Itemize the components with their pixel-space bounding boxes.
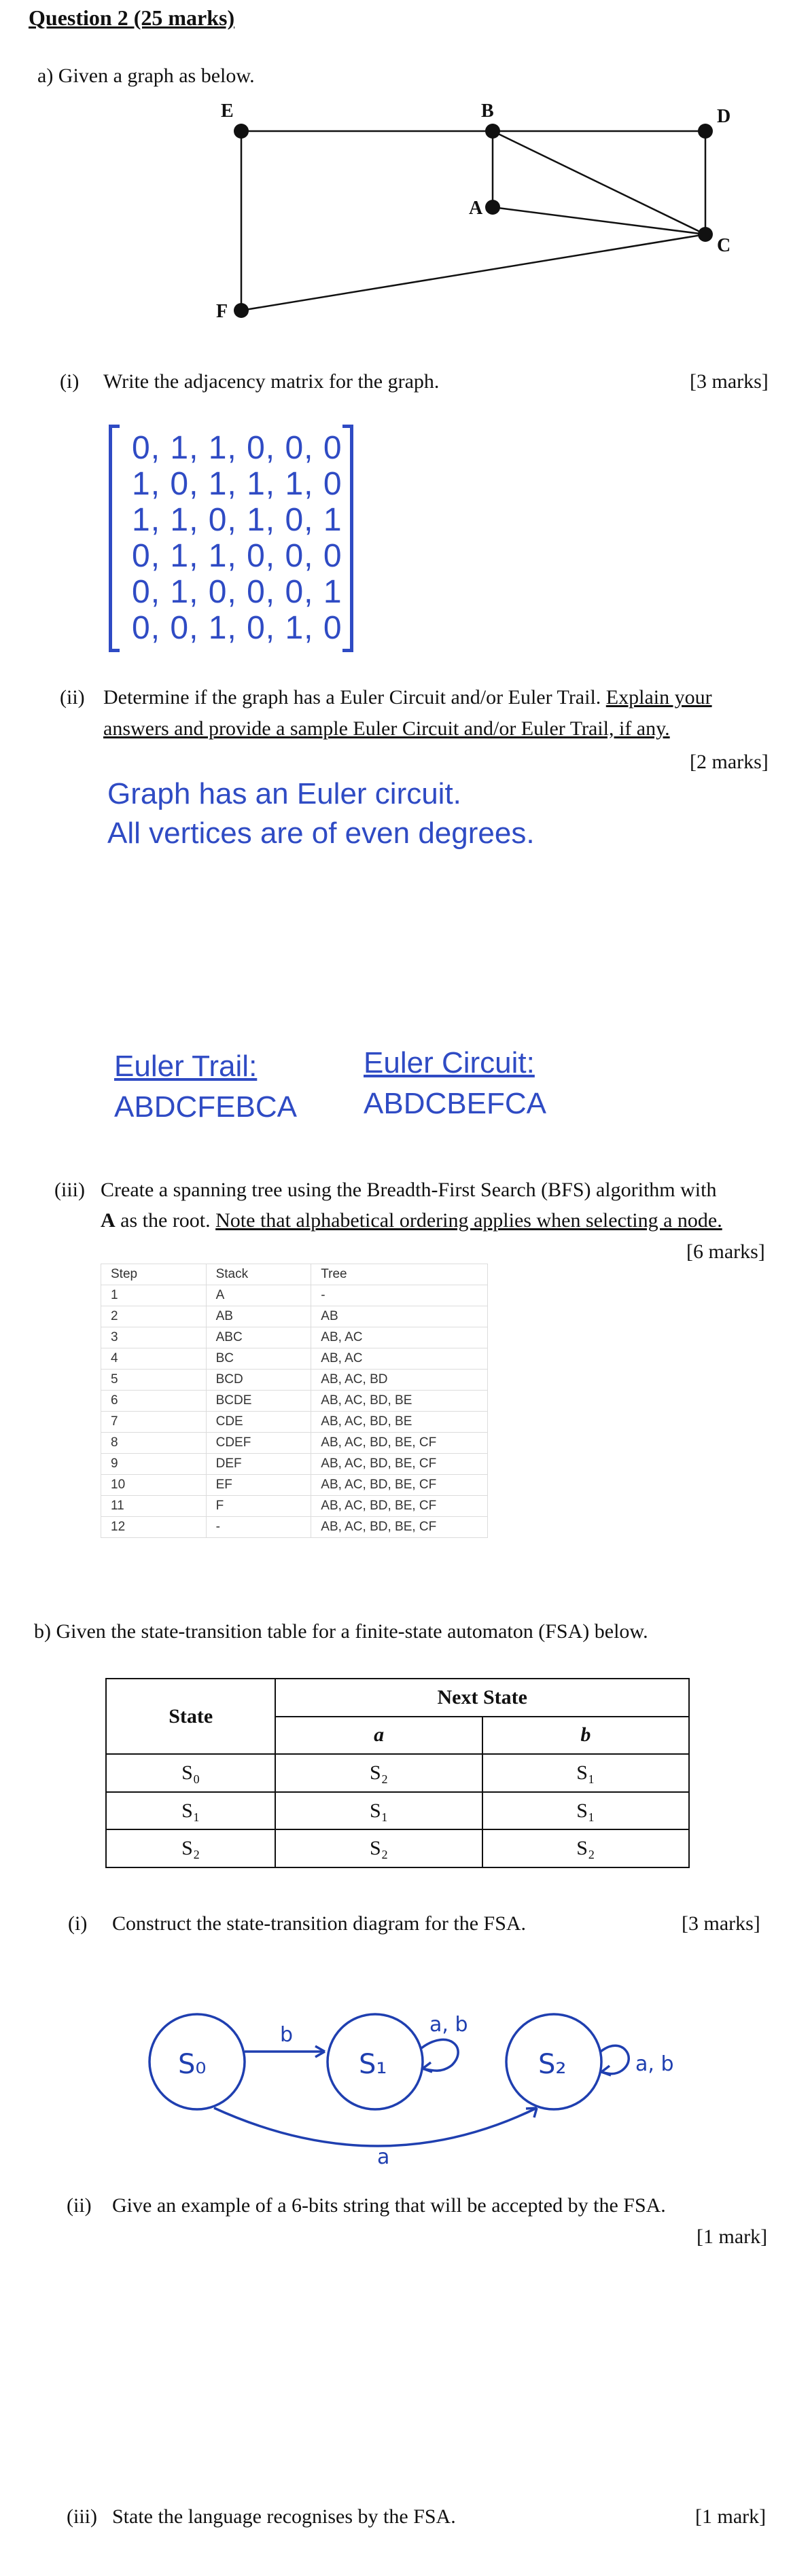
node-e: [234, 124, 249, 139]
edge-s0-s2-label: a: [377, 2145, 390, 2167]
bfs-header-stack: Stack: [206, 1264, 311, 1285]
bfs-tree: AB, AC, BD, BE: [311, 1391, 488, 1412]
bfs-step: 4: [101, 1348, 207, 1370]
table-row: [101, 1391, 488, 1412]
bfs-tree: AB, AC, BD, BE, CF: [311, 1454, 488, 1475]
state-s1-label: S₁: [359, 2049, 387, 2080]
edge-s0-s2: [214, 2108, 537, 2146]
bfs-step: 5: [101, 1370, 207, 1391]
part-b-i-number: (i): [68, 1912, 88, 1935]
euler-answer-line-1: Graph has an Euler circuit.: [107, 777, 461, 810]
euler-trail-value: ABDCFEBCA: [114, 1090, 297, 1124]
bfs-step: 1: [101, 1285, 207, 1306]
fsa-diagram: [0, 1984, 810, 2167]
node-label-b: B: [481, 101, 494, 122]
bfs-stack: -: [206, 1517, 311, 1538]
part-b-iii-marks: [1 mark]: [695, 2505, 767, 2528]
matrix-row: 1, 0, 1, 1, 1, 0: [132, 466, 342, 502]
matrix-row: 0, 0, 1, 0, 1, 0: [132, 610, 342, 646]
table-row: [106, 1754, 689, 1792]
bfs-tree: AB, AC, BD: [311, 1370, 488, 1391]
bfs-tree: AB, AC, BD, BE, CF: [311, 1517, 488, 1538]
loop-s1-arrowhead: [423, 2062, 432, 2072]
node-f: [234, 303, 249, 318]
fsa-next-b: S₂: [482, 1829, 689, 1867]
part-a-iii-line-2: [101, 1209, 722, 1232]
table-row: [101, 1412, 488, 1433]
question-title: Question 2 (25 marks): [29, 5, 235, 30]
edge-a-c: [493, 207, 705, 234]
bfs-stack: EF: [206, 1475, 311, 1496]
part-a-ii-underlined-2: answers and provide a sample Euler Circuit and/or Euler Trail, if any.: [103, 717, 670, 740]
part-a-iii-root: A: [101, 1209, 116, 1232]
bfs-step: 3: [101, 1327, 207, 1348]
part-a-ii-text: Determine if the graph has a Euler Circuit and/or Euler Trail.: [103, 686, 601, 709]
fsa-input-a: a: [275, 1717, 482, 1755]
part-b-iii-number: (iii): [67, 2505, 97, 2528]
bfs-table-header: [101, 1264, 488, 1285]
adjacency-matrix: [109, 425, 353, 652]
euler-trail: [114, 1046, 297, 1128]
table-row: [101, 1454, 488, 1475]
fsa-state: S₀: [106, 1754, 275, 1792]
table-row: [101, 1285, 488, 1306]
bfs-tree: AB, AC: [311, 1327, 488, 1348]
part-b-i-marks: [3 marks]: [682, 1912, 760, 1935]
node-label-c: C: [717, 235, 731, 256]
matrix-left-bracket: [109, 425, 120, 652]
table-row: [101, 1517, 488, 1538]
part-b-ii-text: Give an example of a 6-bits string that will be accepted by the FSA.: [112, 2194, 666, 2217]
fsa-next-b: S₁: [482, 1792, 689, 1830]
node-d: [698, 124, 713, 139]
table-row: [101, 1348, 488, 1370]
state-s2-label: S₂: [538, 2049, 567, 2080]
fsa-header-row-1: [106, 1679, 689, 1717]
matrix-right-bracket: [342, 425, 353, 652]
bfs-step: 7: [101, 1412, 207, 1433]
loop-s1-label: a, b: [429, 2013, 468, 2037]
bfs-stack: F: [206, 1496, 311, 1517]
part-b-ii-marks: [1 mark]: [697, 2225, 768, 2248]
fsa-next-b: S₁: [482, 1754, 689, 1792]
table-row: [106, 1829, 689, 1867]
part-b-iii-text: State the language recognises by the FSA.: [112, 2505, 456, 2528]
part-a-i-text: Write the adjacency matrix for the graph.: [103, 370, 440, 393]
bfs-step: 12: [101, 1517, 207, 1538]
bfs-step: 6: [101, 1391, 207, 1412]
bfs-header-tree: Tree: [311, 1264, 488, 1285]
bfs-step: 8: [101, 1433, 207, 1454]
part-a-i-marks: [3 marks]: [690, 370, 769, 393]
bfs-tree: AB, AC, BD, BE, CF: [311, 1433, 488, 1454]
fsa-next-a: S₂: [275, 1754, 482, 1792]
part-a-iii-text-2: as the root.: [120, 1209, 211, 1232]
bfs-stack: CDEF: [206, 1433, 311, 1454]
part-a-intro: a) Given a graph as below.: [37, 65, 255, 87]
bfs-step: 9: [101, 1454, 207, 1475]
node-c: [698, 227, 713, 242]
table-row: [101, 1370, 488, 1391]
bfs-stack: A: [206, 1285, 311, 1306]
table-row: [106, 1792, 689, 1830]
bfs-step: 11: [101, 1496, 207, 1517]
node-a: [485, 200, 500, 215]
bfs-header-step: Step: [101, 1264, 207, 1285]
euler-circuit-value: ABDCBEFCA: [364, 1087, 546, 1120]
euler-circuit: [364, 1043, 546, 1124]
bfs-step: 10: [101, 1475, 207, 1496]
bfs-stack: ABC: [206, 1327, 311, 1348]
part-a-ii-marks: [2 marks]: [690, 751, 769, 773]
part-a-ii-question-line-1: [103, 686, 712, 709]
bfs-tree: AB, AC, BD, BE, CF: [311, 1496, 488, 1517]
fsa-state: S₁: [106, 1792, 275, 1830]
table-row: [101, 1306, 488, 1327]
graph-diagram: [0, 95, 810, 340]
edge-s0-s1-label: b: [280, 2023, 294, 2047]
fsa-next-state-header: Next State: [275, 1679, 689, 1717]
part-a-ii-number: (ii): [60, 686, 85, 709]
bfs-stack: BCDE: [206, 1391, 311, 1412]
euler-answer-line-2: All vertices are of even degrees.: [107, 817, 535, 850]
part-b-i-text: Construct the state-transition diagram for the FSA.: [112, 1912, 527, 1935]
node-label-a: A: [469, 198, 483, 219]
fsa-next-a: S₁: [275, 1792, 482, 1830]
bfs-table: [101, 1264, 488, 1538]
bfs-stack: AB: [206, 1306, 311, 1327]
table-row: [101, 1433, 488, 1454]
part-b-intro: b) Given the state-transition table for a finite-state automaton (FSA) below.: [34, 1620, 648, 1643]
loop-s2-label: a, b: [635, 2052, 674, 2076]
bfs-stack: DEF: [206, 1454, 311, 1475]
node-b: [485, 124, 500, 139]
table-row: [101, 1327, 488, 1348]
edge-b-c: [493, 131, 705, 234]
node-label-e: E: [221, 101, 234, 122]
part-a-i-number: (i): [60, 370, 80, 393]
bfs-tree: AB, AC, BD, BE, CF: [311, 1475, 488, 1496]
matrix-rows: [132, 430, 342, 646]
part-a-iii-text-1: Create a spanning tree using the Breadth-First Search (BFS) algorithm with: [101, 1179, 717, 1201]
bfs-tree: AB: [311, 1306, 488, 1327]
table-row: [101, 1496, 488, 1517]
fsa-input-b: b: [482, 1717, 689, 1755]
bfs-tree: AB, AC, BD, BE: [311, 1412, 488, 1433]
state-s0-label: S₀: [178, 2049, 207, 2080]
part-a-ii-underlined-1: Explain your: [605, 686, 712, 709]
fsa-state-header: State: [106, 1679, 275, 1754]
part-a-iii-note: Note that alphabetical ordering applies when selecting a node.: [215, 1209, 722, 1232]
bfs-tree: AB, AC: [311, 1348, 488, 1370]
matrix-row: 0, 1, 0, 0, 0, 1: [132, 574, 342, 610]
part-b-ii-number: (ii): [67, 2194, 92, 2217]
fsa-table: [105, 1678, 690, 1868]
matrix-row: 0, 1, 1, 0, 0, 0: [132, 538, 342, 574]
bfs-stack: CDE: [206, 1412, 311, 1433]
matrix-row: 0, 1, 1, 0, 0, 0: [132, 430, 342, 466]
matrix-row: 1, 1, 0, 1, 0, 1: [132, 502, 342, 538]
edge-f-c: [241, 234, 705, 310]
euler-trail-label: Euler Trail:: [114, 1050, 258, 1083]
bfs-step: 2: [101, 1306, 207, 1327]
loop-s2-arrowhead: [601, 2066, 611, 2075]
node-label-d: D: [717, 106, 731, 127]
euler-answer: [107, 774, 535, 853]
bfs-stack: BCD: [206, 1370, 311, 1391]
bfs-stack: BC: [206, 1348, 311, 1370]
table-row: [101, 1475, 488, 1496]
part-a-iii-number: (iii): [54, 1179, 85, 1201]
bfs-tree: -: [311, 1285, 488, 1306]
euler-circuit-label: Euler Circuit:: [364, 1046, 535, 1079]
fsa-next-a: S₂: [275, 1829, 482, 1867]
fsa-state: S₂: [106, 1829, 275, 1867]
part-a-iii-marks: [6 marks]: [686, 1240, 765, 1263]
node-label-f: F: [216, 301, 228, 322]
